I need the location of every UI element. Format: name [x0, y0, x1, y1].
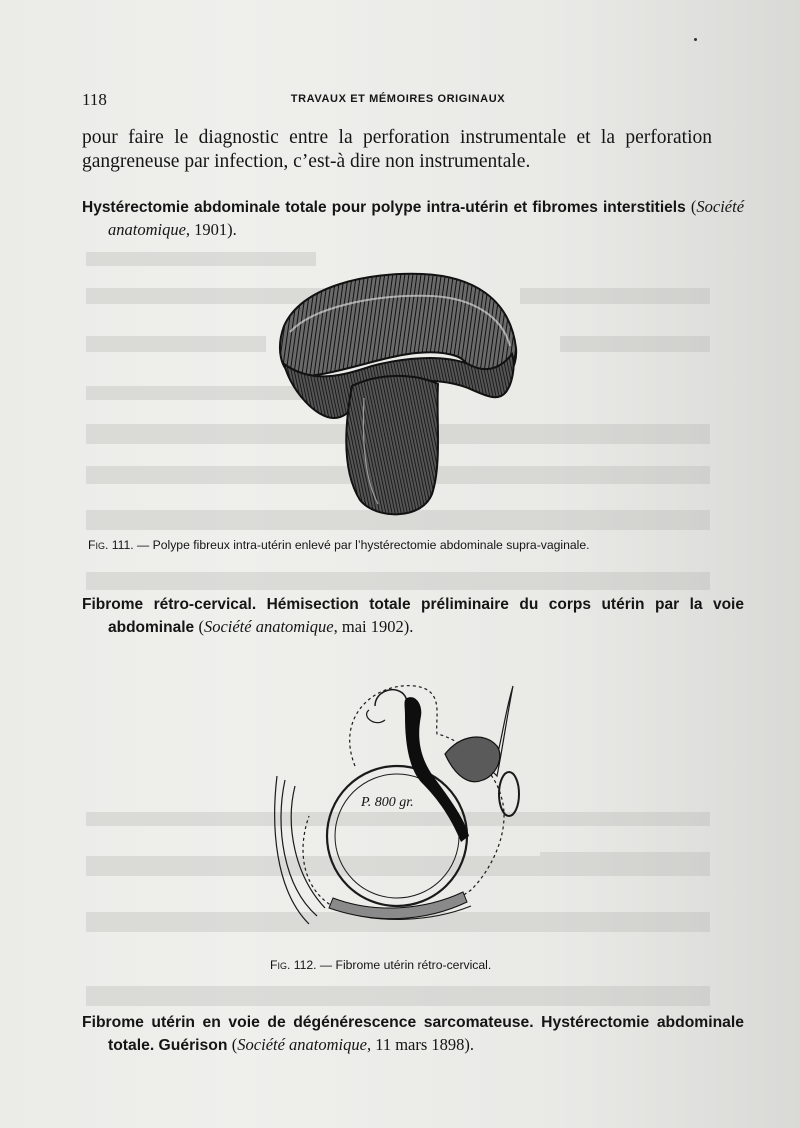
bibliography-entry: [82, 594, 744, 639]
entry-source: (Société anatomique, 11 mars 1898).: [231, 1035, 475, 1054]
entry-title: Fibrome rétro-cervical. Hémisection totale préliminaire du corps utérin par la voie abdominale: [82, 596, 744, 636]
figure-111-caption: [88, 538, 590, 552]
page-header: [82, 90, 714, 112]
figure-112-caption: [270, 958, 491, 972]
ink-speck: [694, 38, 697, 41]
entry-title: Hystérectomie abdominale totale pour polype intra-utérin et fibromes interstitiels: [82, 199, 686, 216]
page-number: 118: [82, 90, 107, 109]
entry-source: (Société anatomique, mai 1902).: [198, 617, 414, 636]
bibliography-entry: [82, 1012, 744, 1057]
running-head: TRAVAUX ET MÉMOIRES ORIGINAUX: [290, 93, 506, 105]
entry-title: Fibrome utérin en voie de dégénérescence sarcomateuse. Hystérectomie abdominale totale. Guérison: [82, 1014, 744, 1054]
bibliography-entry: [82, 196, 744, 242]
body-paragraph: pour faire le diagnostic entre la perforation instrumentale et la perforation gangreneuse par infection, c’est-à dire non instrumentale.: [82, 127, 712, 172]
figure-annotation: P. 800 gr.: [361, 795, 414, 810]
caption-text: — Polype fibreux intra-utérin enlevé par l’hystérectomie abdominale supra-vaginale.: [133, 538, 590, 552]
figure-label: Fig. 111.: [88, 538, 134, 552]
figure-label: Fig. 112.: [270, 958, 317, 972]
figure-111-illustration: [272, 268, 524, 518]
caption-text: — Fibrome utérin rétro-cervical.: [316, 958, 492, 972]
entry-source: (Société anatomique, 1901).: [108, 197, 745, 239]
figure-112-illustration: [265, 676, 540, 936]
